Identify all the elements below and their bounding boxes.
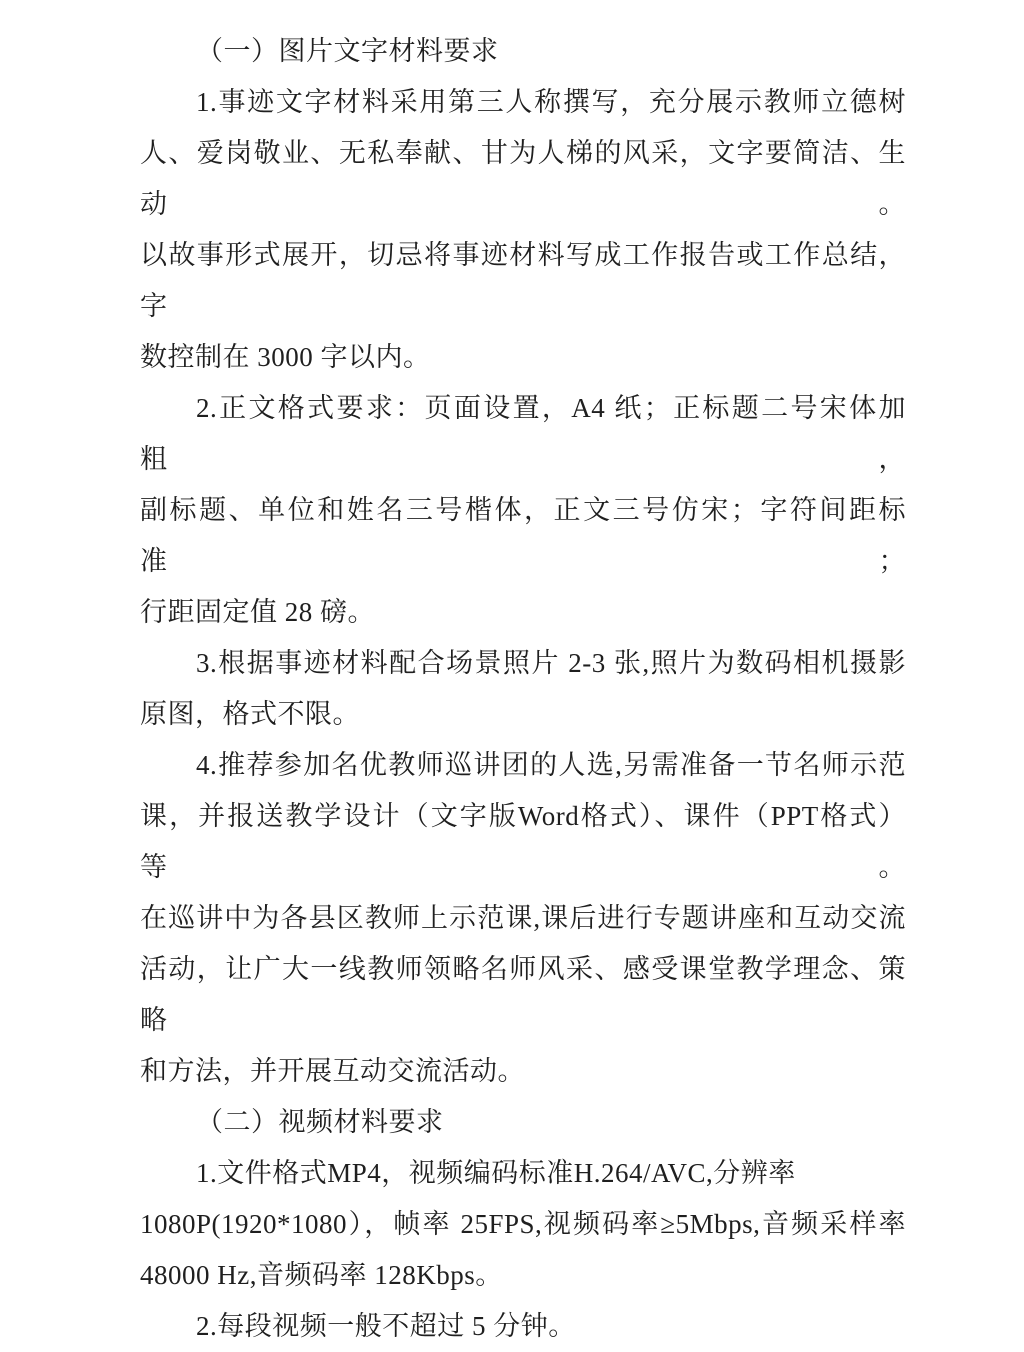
text-line: 3.根据事迹材料配合场景照片 2-3 张,照片为数码相机摄影 (196, 648, 906, 678)
text-line: 原图，格式不限。 (140, 699, 360, 729)
text-line: 48000 Hz,音频码率 128Kbps。 (140, 1260, 503, 1290)
text-line: 1.文件格式MP4，视频编码标准H.264/AVC,分辨率 (196, 1158, 796, 1188)
text-line: 人、爱岗敬业、无私奉献、甘为人梯的风采，文字要简洁、生动。 (140, 138, 906, 219)
text-line: 2.正文格式要求：页面设置，A4 纸；正标题二号宋体加粗， (140, 393, 906, 474)
text-line: 数控制在 3000 字以内。 (140, 342, 431, 372)
section-heading: （二）视频材料要求 (196, 1107, 444, 1137)
text-line: 行距固定值 28 磅。 (140, 597, 375, 627)
text-line: 活动，让广大一线教师领略名师风采、感受课堂教学理念、策略 (140, 954, 906, 1035)
text-line: 副标题、单位和姓名三号楷体，正文三号仿宋；字符间距标准； (140, 495, 906, 576)
text-line: 1.事迹文字材料采用第三人称撰写，充分展示教师立德树 (196, 87, 906, 117)
text-line: 以故事形式展开，切忌将事迹材料写成工作报告或工作总结，字 (140, 240, 906, 321)
text-line: 课，并报送教学设计（文字版Word格式）、课件（PPT格式）等。 (140, 801, 906, 882)
text-line: 2.每段视频一般不超过 5 分钟。 (196, 1311, 576, 1341)
section-heading: （一）图片文字材料要求 (196, 36, 499, 66)
text-line: 4.推荐参加名优教师巡讲团的人选,另需准备一节名师示范 (196, 750, 906, 780)
text-line: 在巡讲中为各县区教师上示范课,课后进行专题讲座和互动交流 (140, 903, 906, 933)
text-line: 1080P(1920*1080），帧率 25FPS,视频码率≥5Mbps,音频采样率 (140, 1209, 906, 1239)
text-line: 和方法，并开展互动交流活动。 (140, 1056, 525, 1086)
